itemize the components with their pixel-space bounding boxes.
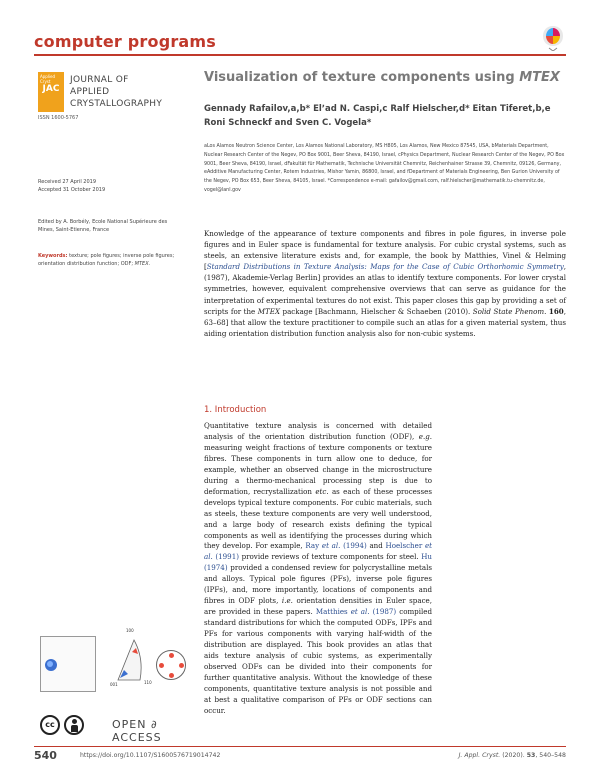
intro-text: provided a condensed review for polycrystalline metals and alloys. Typical pole figures (PFs), inverse pole figures (IPFs), and, more importantly, locations of components and fibres in ODF plots, xyxy=(204,563,432,606)
abstract-book-title[interactable]: Standard Distributions in Texture Analysis: Maps for the Case of Cubic Orthorhomic Symmetry xyxy=(206,262,564,272)
intro-text: as each of these processes develops typical texture components. For cubic materials, such as steels, these texture components are very well understood, and a large body of research exists defining the typical components as well as identifying the processes during which they develop. For example, xyxy=(204,486,432,551)
abstract-mtex: MTEX xyxy=(257,306,281,316)
abstract-volume: 160 xyxy=(548,306,564,316)
ref-author: Hoelscher xyxy=(385,541,425,551)
intro-text: Quantitative texture analysis is concerned with detailed analysis of the orientation distribution function (ODF), xyxy=(204,421,432,441)
section-title: computer programs xyxy=(34,32,217,51)
odf-section-plot xyxy=(40,636,96,692)
article-title xyxy=(204,70,560,85)
ipf-label-bottom: 001 xyxy=(110,682,118,687)
ref-etal: et al. xyxy=(321,541,341,551)
ref-link-hu[interactable]: Hu (1974) xyxy=(204,552,433,573)
citation-journal: J. Appl. Cryst. xyxy=(458,752,501,759)
doi-link[interactable]: https://doi.org/10.1107/S1600576719014742 xyxy=(80,752,221,759)
journal-name xyxy=(70,74,162,110)
ref-year: (1994) xyxy=(340,541,367,551)
journal-name-line: APPLIED xyxy=(70,87,110,97)
creative-commons-icon: cc xyxy=(40,715,60,735)
abstract-text: , 63–68] that allow the texture practitioner to compile such an atlas for a given material system, thus aiding orientation distribution function analysis also for non-cubic systems. xyxy=(204,306,566,338)
title-text: Visualization of texture components using xyxy=(204,70,520,85)
abstract-text: , (1987), Akademie-Verlag Berlin] provides an atlas to identify texture components. For lower crystal symmetries, however, equivalent comprehensive overviews that can serve as guidance for the interpretation of experimental textures do not exist. This paper closes this gap by providing a set of scripts for the xyxy=(204,262,566,316)
pole-figure-circle xyxy=(156,650,186,680)
affiliations: aLos Alamos Neutron Science Center, Los Alamos National Laboratory, MS H805, Los Alamos, New Mexico 87545, USA, bMaterials Department, Nuclear Research Center of the Negev, PO Box 9001, Beer Sheva, 84190, Israel, cPhysics Department, Nuclear Research Center of the Negev, PO Box 9001, Beer Sheva, 84190, Israel, dFakultät für Mathematik, Technische Universität Chemnitz, Reichenhainer Strasse 39, Chemnitz, 09126, Germany, eAdditive Manufacturing Center, Rotem Industries, Mishor Yamin, 86800, Israel, and fDepartment of Materials Engineering, Ben Gurion University of the Negev, PO Box 653, Beer Sheva, 84105, Israel. *Correspondence e-mail: gafailov@gmail.com, ralf.hielscher@mathematik.tu-chemnitz.de, vogel@lanl.gov xyxy=(204,144,565,193)
journal-name-line: JOURNAL OF xyxy=(70,75,129,85)
accepted-date: Accepted 31 October 2019 xyxy=(38,187,106,193)
jac-logo-small-text: Applied Cryst xyxy=(40,74,56,84)
ref-year: (1987) xyxy=(369,607,397,617)
crossmark-icon[interactable] xyxy=(542,25,564,51)
odf-component-core xyxy=(47,661,53,667)
intro-abbrev: i.e. xyxy=(281,596,293,606)
issn: ISSN 1600-5767 xyxy=(38,115,79,121)
attribution-body xyxy=(71,725,78,732)
ipf-label-top: 100 xyxy=(126,628,134,633)
inverse-pole-figure-triangle xyxy=(110,634,146,682)
pole-blob xyxy=(169,653,174,658)
journal-citation xyxy=(459,752,566,759)
pole-blob xyxy=(159,663,164,668)
footer-rule xyxy=(34,746,566,747)
intro-abbrev: etc. xyxy=(315,486,329,496)
intro-text: measuring weight fractions of texture components or texture fibres. These components in turn allow one to deduce, for example, whether an observed change in the microstructure during a thermo-mechanical processing step is due to deformation, recrystallization xyxy=(204,442,432,496)
header-rule xyxy=(34,54,566,56)
keywords-text: texture; pole figures; inverse pole figures; orientation distribution function; ODF; xyxy=(38,253,175,267)
journal-name-line: CRYSTALLOGRAPHY xyxy=(70,99,163,109)
abstract-journal-ref: Solid State Phenom. xyxy=(472,306,547,316)
ref-link-matthies[interactable] xyxy=(316,607,396,616)
intro-abbrev: e.g. xyxy=(418,431,432,441)
authors: Gennady Rafailov,a,b* Elʼad N. Caspi,c Ralf Hielscher,d* Eitan Tiferet,b,e Roni Schneckf and Sven C. Vogela* xyxy=(204,104,551,128)
graphical-abstract-figure[interactable] xyxy=(40,626,190,706)
page-number: 540 xyxy=(34,749,57,762)
introduction-body xyxy=(204,421,432,717)
received-date: Received 27 April 2019 xyxy=(38,179,97,185)
abstract-text: package [Bachmann, Hielscher & Schaeben (2010). xyxy=(280,306,473,316)
ref-etal: et al. xyxy=(350,607,370,617)
jac-logo-box xyxy=(38,72,64,112)
journal-logo[interactable] xyxy=(38,72,178,118)
citation-pages: , 540–548 xyxy=(535,752,566,759)
open-access-badge[interactable] xyxy=(40,714,200,744)
ref-author: Matthies xyxy=(315,607,351,617)
jac-logo-text: JAC xyxy=(42,84,60,94)
intro-text: compiled standard distributions for which the computed ODFs, IPFs and PFs for various components with varying half-width of the distribution are displayed. This book provides an atlas that aids texture analysis of cubic systems, as experimentally observed ODFs can be divided into their components for further quantitative analysis. Without the knowledge of these components, quantitative texture analysis is not possible and at best a qualitative comparison of PFs or ODF sections can occur. xyxy=(204,607,433,715)
attribution-icon xyxy=(64,715,84,735)
keywords xyxy=(38,252,178,268)
article-dates xyxy=(38,178,105,194)
attribution-head xyxy=(72,719,77,724)
keywords-last: MTEX. xyxy=(134,261,151,267)
intro-text: orientation densities in Euler space, are provided in these papers. xyxy=(204,596,432,617)
ref-author: Ray xyxy=(305,541,322,551)
title-mtex: MTEX xyxy=(519,70,560,85)
pole-blob xyxy=(169,673,174,678)
pole-blob xyxy=(179,663,184,668)
introduction-heading: 1. Introduction xyxy=(204,405,267,415)
intro-text: and xyxy=(366,541,386,551)
ipf-label-right: 110 xyxy=(144,680,152,685)
abstract-text: Knowledge of the appearance of texture components and fibres in pole figures, in inverse pole figures and in Euler space is fundamental for texture analysis. For cubic crystal systems, such as steels, an extensive literature exists and, for example, the book by Matthies, Vinel & Helming [ xyxy=(204,229,566,272)
open-access-text: OPEN ∂ ACCESS xyxy=(112,718,162,744)
citation-year: (2020). xyxy=(500,752,527,759)
ref-etal: et al. xyxy=(204,541,432,562)
introduction-paragraph xyxy=(204,421,432,717)
ref-year: (1991) xyxy=(212,552,239,562)
intro-text: provide reviews of texture components for steel. xyxy=(238,552,422,562)
edited-by: Edited by A. Borbély, Ecole National Supérieure des Mines, Saint-Etienne, France xyxy=(38,219,168,233)
abstract xyxy=(204,228,566,339)
keywords-label: Keywords: xyxy=(38,253,68,259)
ref-link-ray[interactable] xyxy=(305,541,366,550)
citation-volume: 53 xyxy=(526,752,536,759)
